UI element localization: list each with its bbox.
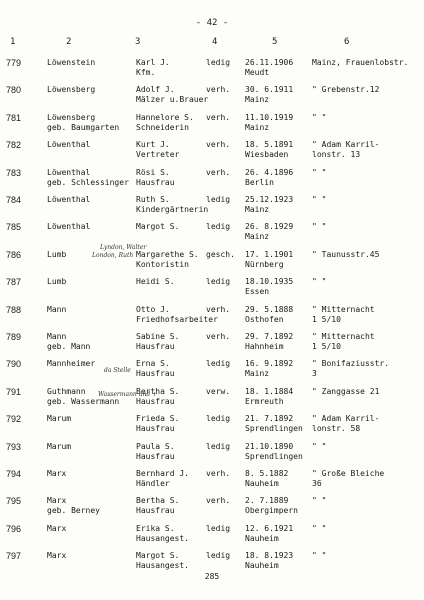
address: " Mitternacht [312, 304, 375, 314]
address: " Bonifaziusstr. [312, 359, 390, 369]
marital-status: verh. [206, 304, 231, 314]
address: " Adam Karril- [312, 414, 380, 424]
marital-status: ledig [206, 414, 231, 424]
birth-place: Nauheim [245, 533, 279, 543]
address: " Große Bleiche [312, 469, 385, 478]
occupation: Kfm. [136, 68, 156, 77]
entry-number: 782 [6, 140, 22, 151]
birth-place: Ermreuth [245, 396, 284, 406]
given-name: Heidi S. [136, 277, 175, 287]
surname: Löwenthal [47, 222, 91, 232]
birth-place: Sprendlingen [245, 451, 303, 461]
marital-status: verw. [206, 386, 231, 396]
address: " " [312, 277, 327, 287]
entry-number: 788 [6, 304, 22, 315]
given-name: Frieda S. [136, 414, 180, 424]
marital-status: verh. [206, 332, 231, 341]
column-header-5: 5 [272, 37, 278, 47]
maiden-name: geb. Berney [47, 506, 100, 516]
birth-date: 12. 6.1921 [245, 523, 294, 533]
address: " " [312, 496, 327, 506]
entry-number: 790 [6, 359, 22, 370]
surname: Marum [47, 414, 72, 424]
page-number: 285 [204, 572, 220, 581]
given-name: Kurt J. [136, 140, 170, 150]
surname: Löwensberg [47, 85, 96, 95]
birth-date: 8. 5.1882 [245, 469, 289, 478]
birth-place: Essen [245, 287, 270, 297]
occupation: Hausfrau [136, 451, 175, 461]
marital-status: gesch. [206, 249, 235, 259]
handwritten-note-791b: Wassermann und + [98, 391, 158, 398]
address: " " [312, 441, 327, 451]
surname: Löwensberg [47, 112, 96, 122]
surname: Löwenthal [47, 140, 91, 150]
entry-number: 794 [6, 469, 22, 479]
marital-status: verh. [206, 85, 231, 95]
birth-date: 11.10.1919 [245, 112, 294, 122]
address: " " [312, 195, 327, 204]
birth-place: Mainz [245, 205, 270, 214]
column-header-row [0, 37, 424, 51]
given-name: Erika S. [136, 523, 175, 533]
birth-place: Osthofen [245, 314, 284, 324]
address: " Zanggasse 21 [312, 386, 380, 396]
entry-number: 779 [6, 58, 22, 68]
given-name: Margot S. [136, 222, 180, 232]
birth-place: Mainz [245, 122, 270, 132]
surname: Löwenstein [47, 58, 96, 67]
birth-date: 18. 5.1891 [245, 140, 294, 150]
birth-date: 26. 8.1929 [245, 222, 294, 232]
entry-number: 792 [6, 414, 22, 425]
surname: Marum [47, 441, 72, 451]
birth-place: Mainz [245, 95, 270, 105]
marital-status: ledig [206, 523, 231, 533]
entry-number: 791 [6, 386, 22, 397]
birth-date: 29. 5.1888 [245, 304, 294, 314]
birth-date: 16. 9.1892 [245, 359, 294, 369]
surname: Guthmann [47, 386, 86, 396]
marital-status: verh. [206, 469, 231, 478]
occupation: Hausfrau [136, 506, 175, 516]
given-name: Bertha S. [136, 496, 180, 506]
birth-date: 2. 7.1889 [245, 496, 289, 506]
birth-date: 26.11.1906 [245, 58, 294, 67]
entry-number: 786 [6, 249, 22, 260]
address-line-2: 3 [312, 369, 317, 379]
birth-place: Obergimpern [245, 506, 298, 516]
address: Mainz, Frauenlobstr. [312, 58, 409, 67]
marital-status: ledig [206, 58, 231, 67]
occupation: Hausfrau [136, 342, 175, 351]
occupation: Hausangest. [136, 561, 189, 571]
surname: Marx [47, 523, 67, 533]
marital-status: ledig [206, 195, 231, 204]
given-name: Margarethe S. [136, 249, 199, 259]
occupation: Vertreter [136, 150, 180, 160]
entry-number: 781 [6, 112, 22, 123]
occupation: Hausfrau [136, 396, 175, 406]
address: " Mitternacht [312, 332, 375, 341]
column-header-1: 1 [10, 37, 16, 47]
birth-place: Mainz [245, 369, 270, 379]
birth-date: 30. 6.1911 [245, 85, 294, 95]
birth-date: 29. 7.1892 [245, 332, 294, 341]
entry-number: 789 [6, 332, 22, 342]
occupation: Hausfrau [136, 424, 175, 434]
address: " " [312, 167, 327, 177]
birth-date: 21.10.1890 [245, 441, 294, 451]
entry-number: 796 [6, 523, 22, 534]
marital-status: ledig [206, 359, 231, 369]
entry-number: 797 [6, 551, 22, 562]
page-marker: - 42 - [195, 18, 229, 28]
maiden-name: geb. Schlessinger [47, 177, 129, 187]
column-header-3: 3 [135, 37, 141, 47]
occupation: Friedhofsarbeiter [136, 314, 218, 324]
marital-status: ledig [206, 441, 231, 451]
given-name: Adolf J. [136, 85, 175, 95]
occupation: Hausfrau [136, 369, 175, 379]
handwritten-note-786: London, Ruth [92, 252, 134, 259]
address-line-2: lonstr. 58 [312, 424, 361, 434]
birth-place: Nauheim [245, 561, 279, 571]
birth-date: 21. 7.1892 [245, 414, 294, 424]
birth-date: 25.12.1923 [245, 195, 294, 204]
given-name: Bernhard J. [136, 469, 189, 478]
surname: Mann [47, 332, 67, 341]
birth-place: Wiesbaden [245, 150, 289, 160]
address: " Adam Karril- [312, 140, 380, 150]
marital-status: verh. [206, 496, 231, 506]
given-name: Hannelore S. [136, 112, 194, 122]
surname: Mannheimer [47, 359, 96, 369]
occupation: Schneiderin [136, 122, 189, 132]
entry-number: 783 [6, 167, 22, 178]
marital-status: verh. [206, 140, 231, 150]
surname: Marx [47, 496, 67, 506]
handwritten-note-785: Lyndon, Walter [100, 244, 147, 251]
birth-date: 18. 1.1884 [245, 386, 294, 396]
address-line-2: lonstr. 13 [312, 150, 361, 160]
birth-date: 17. 1.1901 [245, 249, 294, 259]
entry-number: 787 [6, 277, 22, 288]
address-line-2: 1 5/10 [312, 314, 341, 324]
entry-number: 793 [6, 441, 22, 452]
occupation: Hausfrau [136, 177, 175, 187]
marital-status: ledig [206, 551, 231, 561]
given-name: Margot S. [136, 551, 180, 561]
given-name: Bertha S. [136, 386, 180, 396]
marital-status: verh. [206, 167, 231, 177]
address: " " [312, 222, 327, 232]
occupation: Händler [136, 479, 170, 488]
surname: Mann [47, 304, 67, 314]
address: " Grebenstr.12 [312, 85, 380, 95]
marital-status: ledig [206, 222, 231, 232]
maiden-name: geb. Wassermann [47, 396, 120, 406]
occupation: Kontoristin [136, 259, 189, 269]
given-name: Karl J. [136, 58, 170, 67]
entry-number: 795 [6, 496, 22, 507]
occupation: Hausangest. [136, 533, 189, 543]
birth-place: Meudt [245, 68, 270, 77]
address: " Taunusstr.45 [312, 249, 380, 259]
surname: Marx [47, 551, 67, 561]
marital-status: verh. [206, 112, 231, 122]
birth-date: 26. 4.1896 [245, 167, 294, 177]
birth-place: Hahnheim [245, 342, 284, 351]
birth-place: Sprendlingen [245, 424, 303, 434]
birth-place: Mainz [245, 232, 270, 242]
surname: Lumb [47, 249, 67, 259]
given-name: Paula S. [136, 441, 175, 451]
surname: Löwenthal [47, 195, 91, 204]
column-header-4: 4 [212, 37, 218, 47]
birth-date: 18. 8.1923 [245, 551, 294, 561]
given-name: Erna S. [136, 359, 170, 369]
birth-place: Nürnberg [245, 259, 284, 269]
address: " " [312, 523, 327, 533]
given-name: Rösi S. [136, 167, 170, 177]
surname: Marx [47, 469, 67, 478]
surname: Löwenthal [47, 167, 91, 177]
maiden-name: geb. Mann [47, 342, 91, 351]
occupation: Mälzer u.Brauer [136, 95, 209, 105]
occupation: Kindergärtnerin [136, 205, 209, 214]
address-line-2: 36 [312, 479, 322, 488]
birth-place: Nauheim [245, 479, 279, 488]
entry-number: 784 [6, 195, 22, 205]
surname: Lumb [47, 277, 67, 287]
handwritten-note-791: da Stelle [104, 367, 131, 374]
address: " " [312, 551, 327, 561]
given-name: Sabine S. [136, 332, 180, 341]
given-name: Otto J. [136, 304, 170, 314]
address-line-2: 1 5/10 [312, 342, 341, 351]
birth-place: Berlin [245, 177, 274, 187]
entry-number: 785 [6, 222, 22, 233]
birth-date: 18.10.1935 [245, 277, 294, 287]
maiden-name: geb. Baumgarten [47, 122, 120, 132]
entry-number: 780 [6, 85, 22, 96]
column-header-2: 2 [66, 37, 72, 47]
column-header-6: 6 [344, 37, 350, 47]
address: " " [312, 112, 327, 122]
marital-status: ledig [206, 277, 231, 287]
given-name: Ruth S. [136, 195, 170, 204]
